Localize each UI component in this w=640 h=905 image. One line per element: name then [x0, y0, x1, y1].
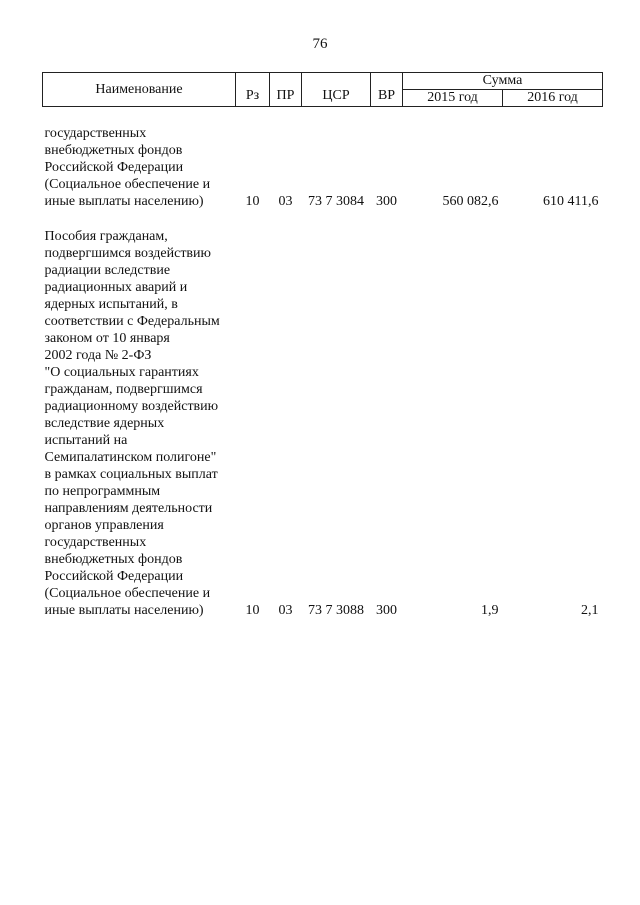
row-name: Пособия гражданам, подвергшимся воздействию радиации вследствие радиационных аварий и ядерных испытаний, в соответствии с Федеральным законом от 10 января 2002 года № 2-ФЗ "О социальных гарантиях гражданам, подвергшимся радиационному воздействию вследствие ядерных испытаний на Семипалатинском полигоне" в рамках социальных выплат по непрограммным направлениям деятельности органов управления государственных внебюджетных фондов Российской Федерации (Социальное обеспечение и иные выплаты населению) — [44, 229, 220, 618]
row-sum-2015: 1,9 — [481, 603, 499, 618]
row-vr: 300 — [376, 194, 397, 209]
header-year-2015: 2015 год — [403, 90, 503, 107]
row-sum-2016: 2,1 — [581, 603, 599, 618]
row-rz: 10 — [245, 194, 260, 209]
row-pr: 03 — [278, 194, 293, 209]
row-rz: 10 — [245, 603, 260, 618]
table-row — [43, 228, 603, 619]
row-vr: 300 — [376, 603, 397, 618]
header-sum: Сумма — [403, 73, 603, 90]
header-year-2016: 2016 год — [503, 90, 603, 107]
row-name: государственных внебюджетных фондов Российской Федерации (Социальное обеспечение и иные выплаты населению) — [44, 126, 211, 209]
header-vr: ВР — [371, 73, 403, 107]
row-sum-2015: 560 082,6 — [442, 194, 499, 209]
row-sum-2016: 610 411,6 — [543, 194, 599, 209]
page-number: 76 — [312, 36, 328, 52]
table-row — [43, 125, 603, 210]
row-csr: 73 7 3084 — [308, 194, 364, 209]
table-header — [43, 73, 603, 107]
budget-table — [42, 72, 603, 619]
header-rz: Рз — [236, 73, 270, 107]
header-pr: ПР — [270, 73, 302, 107]
row-pr: 03 — [278, 603, 293, 618]
header-name: Наименование — [43, 73, 236, 107]
header-csr: ЦСР — [302, 73, 371, 107]
row-csr: 73 7 3088 — [308, 603, 364, 618]
